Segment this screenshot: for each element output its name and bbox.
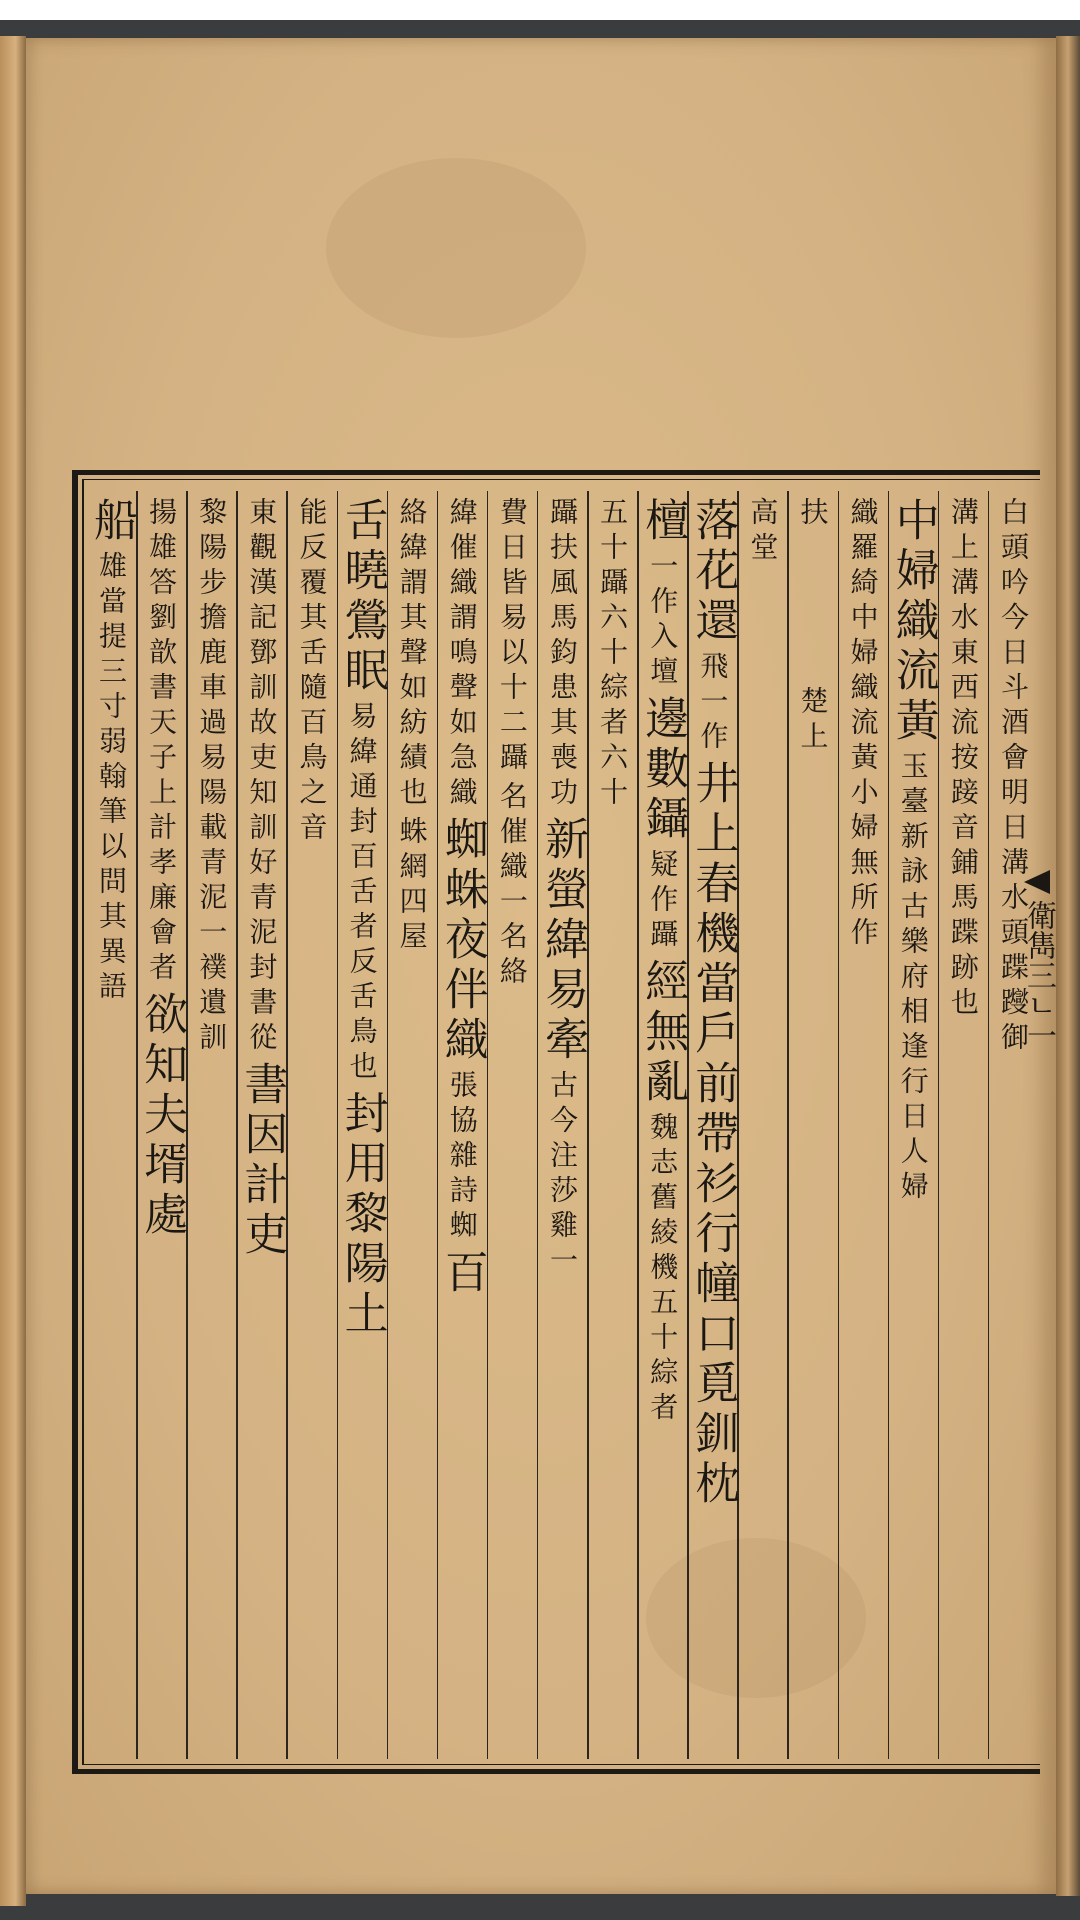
main-text: 檀 — [637, 497, 689, 547]
commentary-text: 溝上溝水東西流按踥音鋪馬蹀跡也 — [946, 497, 980, 1022]
main-text: 書因計吏 — [236, 1061, 288, 1261]
text-column — [234, 495, 288, 1755]
commentary-text: 玉臺新詠古樂府相逢行日人婦 — [896, 751, 930, 1206]
commentary-text: 飛一作 — [696, 651, 730, 756]
commentary-text: 雄當提三寸弱翰筆以問其異語 — [95, 551, 129, 1006]
printed-text-block — [72, 470, 1040, 1774]
text-column — [986, 495, 1040, 1755]
commentary-text: 魏志舊綾機五十綜者 — [646, 1112, 680, 1427]
paper-stain — [326, 158, 586, 338]
previous-page-edge — [0, 36, 26, 1906]
main-text: 封用黎陽土 — [336, 1090, 388, 1340]
commentary-text: 躡扶風馬鈞患其喪功 — [546, 497, 579, 812]
text-column — [836, 495, 890, 1755]
main-text: 邊數鑷 — [637, 695, 689, 845]
text-column — [335, 495, 389, 1755]
main-text: 船 — [86, 497, 138, 547]
main-text: 新螢緯易牽 — [537, 816, 588, 1066]
commentary-text: 蛛網四屋 — [395, 816, 429, 956]
commentary-text: 緯催織謂鳴聲如急織 — [445, 497, 479, 812]
main-text: 井上春機當戶前帶衫行幢口覓釧枕 — [687, 760, 739, 1510]
commentary-text: 能反覆其舌隨百鳥之音 — [295, 497, 329, 847]
commentary-text: 黎陽步擔鹿車過易陽載青泥一襆遺訓 — [195, 497, 229, 1057]
text-column — [485, 495, 539, 1755]
main-text: 舌曉鶯眠 — [336, 497, 388, 697]
text-column — [84, 495, 138, 1755]
commentary-text: 張協雜詩蜘 — [445, 1070, 479, 1245]
text-column — [635, 495, 689, 1755]
text-column — [184, 495, 238, 1755]
commentary-text: 扶 — [796, 497, 830, 532]
main-text: 經無亂 — [637, 958, 689, 1108]
text-column — [385, 495, 439, 1755]
text-column — [685, 495, 739, 1755]
commentary-text: 高堂 — [746, 497, 780, 567]
commentary-text: 古今注莎雞一 — [546, 1070, 579, 1280]
text-column — [936, 495, 990, 1755]
commentary-text: 絡緯謂其聲如紡績也 — [395, 497, 429, 812]
text-column — [786, 495, 840, 1755]
main-text: 中婦織流黃 — [887, 497, 939, 747]
commentary-text: 東觀漢記鄧訓故吏知訓好青泥封書從 — [245, 497, 279, 1057]
commentary-text: 費日皆易以十二躡 — [495, 497, 529, 777]
running-title-text: 衛雋三ㄴ一 — [1021, 900, 1056, 1050]
commentary-text: 揚雄答劉歆書天子上計孝廉會者 — [145, 497, 179, 987]
text-column — [585, 495, 639, 1755]
commentary-text: 五十躡六十綜者六十 — [596, 497, 630, 812]
commentary-text: 名催織一名絡 — [495, 781, 529, 991]
text-column — [535, 495, 589, 1755]
text-column — [284, 495, 338, 1755]
commentary-text: 易緯通封百舌者反舌鳥也 — [345, 701, 379, 1086]
text-column — [735, 495, 789, 1755]
commentary-text: 織羅綺中婦織流黃小婦無所作 — [846, 497, 880, 952]
commentary-text: 疑作躡 — [646, 849, 680, 954]
main-text: 欲知夫壻處 — [136, 991, 188, 1241]
text-column — [886, 495, 940, 1755]
text-column — [435, 495, 489, 1755]
commentary-text: 白頭吟今日斗酒會明日溝水頭蹀躞御 — [996, 497, 1030, 1057]
main-text: 百 — [436, 1249, 488, 1299]
text-column — [134, 495, 188, 1755]
commentary-text: 一作入壇 — [646, 551, 680, 691]
main-text: 蜘蛛夜伴織 — [436, 816, 488, 1066]
commentary-text: 楚上 — [796, 686, 830, 756]
main-text: 落花還 — [687, 497, 739, 647]
